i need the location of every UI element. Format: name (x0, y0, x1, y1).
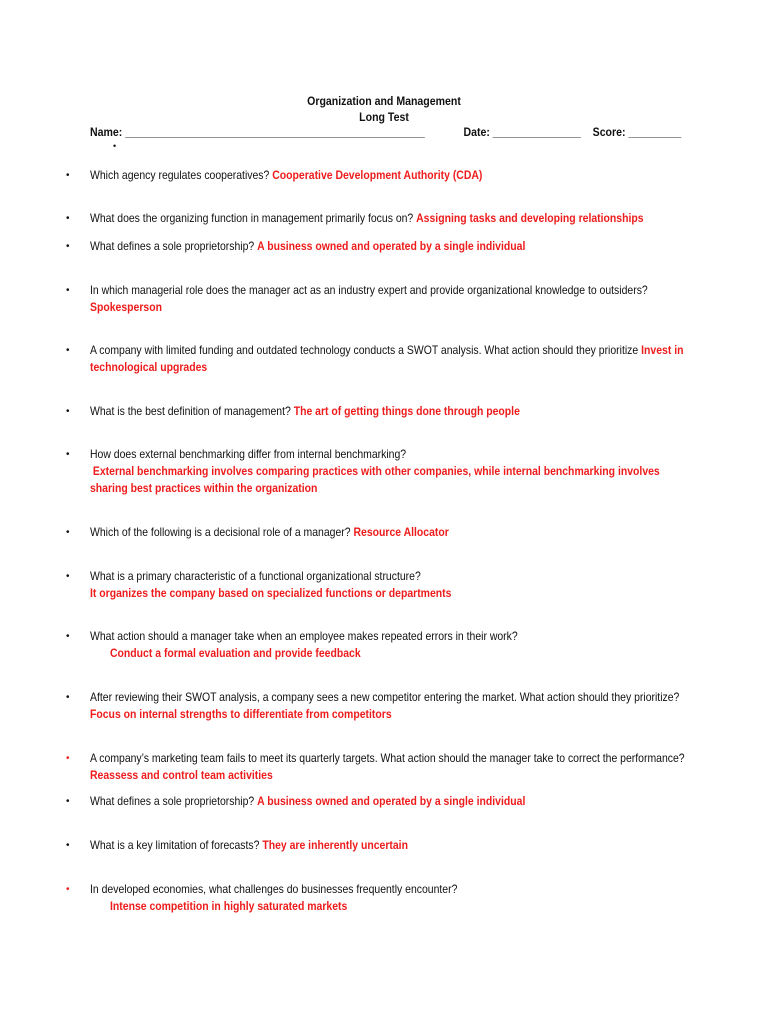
answer-text: Focus on internal strengths to differentiate from competitors (90, 707, 392, 721)
question-text: A company’s marketing team fails to meet its quarterly targets. What action should the manager take to correct the performance? (90, 751, 685, 765)
answer-text: External benchmarking involves comparing practices with other companies, while internal benchmarking involves sharing best practices within the organization (90, 464, 663, 495)
question-text: What is a primary characteristic of a functional organizational structure? (90, 569, 421, 583)
bullet-icon: • (66, 631, 70, 642)
question-item (66, 210, 706, 227)
bullet-icon: • (66, 449, 70, 460)
question-item (66, 793, 706, 810)
bullet-icon: • (66, 753, 70, 764)
answer-text: A business owned and operated by a single individual (257, 239, 526, 253)
bullet-icon: • (66, 527, 70, 538)
stray-bullet: • (113, 141, 117, 151)
question-text: A company with limited funding and outdated technology conducts a SWOT analysis. What action should they prioritize (90, 343, 642, 357)
question-text: Which agency regulates cooperatives? (90, 168, 273, 182)
answer-text: They are inherently uncertain (262, 838, 408, 852)
answer-text: Assigning tasks and developing relationships (416, 211, 644, 225)
answer-text: A business owned and operated by a single individual (257, 794, 526, 808)
question-text: After reviewing their SWOT analysis, a company sees a new competitor entering the market. What action should they prioritize? (90, 690, 680, 704)
bullet-icon: • (66, 285, 70, 296)
question-item (66, 628, 706, 662)
question-item (66, 446, 706, 497)
question-text: What defines a sole proprietorship? (90, 794, 258, 808)
question-item (66, 837, 706, 854)
answer-text: Cooperative Development Authority (CDA) (272, 168, 483, 182)
question-item (66, 167, 706, 184)
question-item (66, 568, 706, 602)
question-item (66, 342, 706, 376)
document-subtitle: Long Test (359, 110, 409, 124)
bullet-icon: • (66, 840, 70, 851)
question-text: What does the organizing function in management primarily focus on? (90, 211, 417, 225)
answer-text: Resource Allocator (353, 525, 449, 539)
question-item (66, 282, 706, 316)
header-fields (90, 125, 681, 139)
answer-text: Spokesperson (90, 300, 162, 314)
bullet-icon: • (66, 213, 70, 224)
name-field: Name: ___________________________________________________ (90, 125, 425, 139)
date-field: Date: _______________ (463, 125, 581, 139)
document-title: Organization and Management (307, 94, 461, 108)
question-text: What is a key limitation of forecasts? (90, 838, 263, 852)
question-item (66, 689, 706, 723)
bullet-icon: • (66, 170, 70, 181)
answer-text: Intense competition in highly saturated markets (110, 899, 348, 913)
question-text: What is the best definition of management? (90, 404, 294, 418)
score-field: Score: _________ (592, 125, 682, 139)
answer-text: Conduct a formal evaluation and provide feedback (110, 646, 361, 660)
question-text: What defines a sole proprietorship? (90, 239, 258, 253)
question-text: What action should a manager take when an employee makes repeated errors in their work? (90, 629, 518, 643)
bullet-icon: • (66, 884, 70, 895)
bullet-icon: • (66, 345, 70, 356)
question-item (66, 238, 706, 255)
bullet-icon: • (66, 406, 70, 417)
question-text: In developed economies, what challenges do businesses frequently encounter? (90, 882, 458, 896)
question-text: How does external benchmarking differ from internal benchmarking? (90, 447, 407, 461)
question-text: In which managerial role does the manager act as an industry expert and provide organizational knowledge to outsiders? (90, 283, 648, 297)
bullet-icon: • (66, 571, 70, 582)
question-text: Which of the following is a decisional role of a manager? (90, 525, 354, 539)
question-item (66, 881, 706, 915)
bullet-icon: • (66, 796, 70, 807)
bullet-icon: • (66, 692, 70, 703)
answer-text: Invest in technological upgrades (90, 343, 684, 374)
answer-text: The art of getting things done through people (293, 404, 520, 418)
question-item (66, 524, 706, 541)
answer-text: It organizes the company based on specialized functions or departments (90, 586, 452, 600)
bullet-icon: • (66, 241, 70, 252)
answer-text: Reassess and control team activities (90, 768, 273, 782)
question-item (66, 403, 706, 420)
question-item (66, 750, 706, 784)
